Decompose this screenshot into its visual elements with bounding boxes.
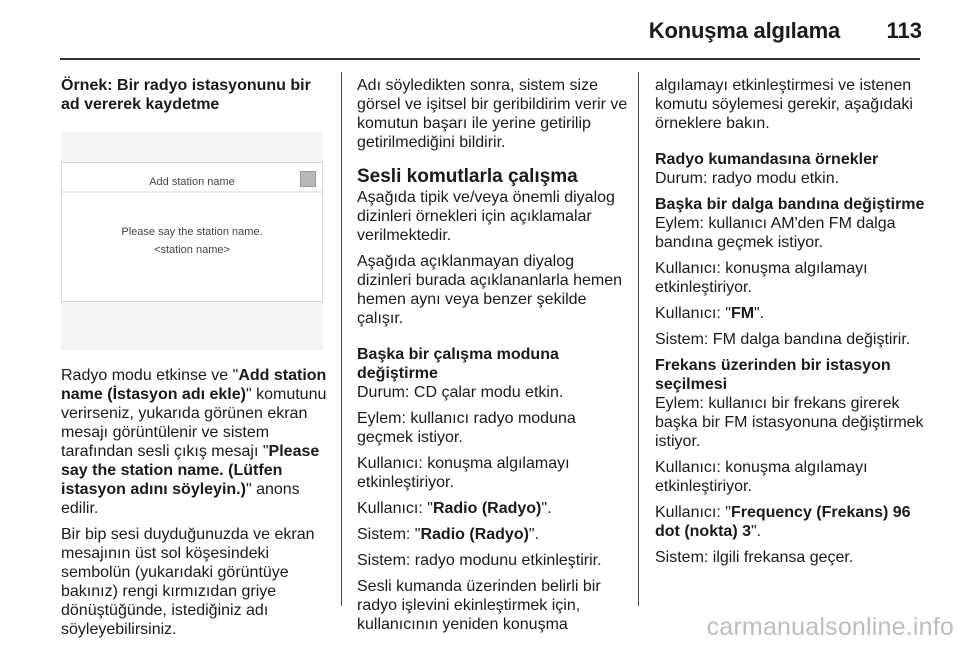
display-screen [61, 162, 323, 302]
spacer [357, 335, 629, 345]
command-text: FM [730, 305, 755, 322]
screen-message-line-2: <station name> [154, 244, 230, 256]
page-number: 113 [886, 18, 922, 43]
page-header [0, 0, 960, 62]
paragraph-1 [61, 366, 331, 518]
column-divider-1 [341, 72, 342, 606]
screen-illustration [61, 132, 323, 350]
command-text: Radio (Radyo) [432, 500, 542, 517]
subheading-mode-change: Başka bir çalışma moduna değiştirme [357, 346, 559, 382]
example-heading: Örnek: Bir radyo istasyonunu bir ad vererek kaydetme [61, 77, 311, 113]
line-user-activate: Kullanıcı: konuşma algılamayı etkinleştiriyor. [655, 260, 868, 296]
column-2 [357, 76, 629, 641]
text-run: ". [528, 526, 540, 543]
line-system-reply [357, 525, 629, 544]
column-divider-2 [638, 72, 639, 606]
line-action: Eylem: kullanıcı AM'den FM dalga bandına geçmek istiyor. [655, 215, 896, 251]
line-user-frequency-command [655, 503, 925, 541]
text-run: Sistem: " [357, 526, 421, 543]
paragraph-dialog-intro: Aşağıda tipik ve/veya önemli diyalog dizinleri örnekleri için açıklamalar verilmektedir. [357, 189, 615, 244]
voice-prompt-text: Please say the station name. (Lütfen istasyon adını söyleyin.) [61, 443, 320, 498]
watermark: carmanualsonline.info [706, 613, 954, 641]
screen-title: Add station name [149, 176, 235, 188]
paragraph-dialog-other: Aşağıda açıklanmayan diyalog dizinleri burada açıklananlarla hemen hemen aynı veya benzer şekilde çalışır. [357, 253, 623, 327]
subheading-band-change: Başka bir dalga bandına değiştirme [655, 196, 925, 213]
line-system-action: Sistem: FM dalga bandına değiştirir. [655, 331, 911, 348]
line-state: Durum: CD çalar modu etkin. [357, 384, 564, 401]
line-continuation: Sesli kumanda üzerinden belirli bir radyo işlevini ekinleştirmek için, kullanıcının yeniden konuşma [357, 578, 601, 633]
text-run: " komutunu verirseniz, yukarıda görünen ekran mesajı görüntülenir ve sistem tarafından sesli çıkış mesajı " [61, 386, 327, 460]
line-user-command [357, 499, 629, 518]
line-system-action: Sistem: radyo modunu etkinleştirir. [357, 552, 602, 569]
screen-message-line-1: Please say the station name. [121, 226, 263, 238]
paragraph-2: Bir bip sesi duyduğunuzda ve ekran mesajının üst sol köşesindeki sembolün (yukarıdaki görüntüye bakınız) rengi kırmızıdan griye dönüştüğünde, istediğiniz adı söyleyebilirsiniz. [61, 526, 315, 638]
text-run: Kullanıcı: " [357, 500, 433, 517]
line-action: Eylem: kullanıcı radyo moduna geçmek istiyor. [357, 410, 576, 446]
text-run: Kullanıcı: " [655, 504, 731, 521]
command-text: Frequency (Frekans) 96 dot (nokta) 3 [655, 504, 911, 540]
line-system-frequency: Sistem: ilgili frekansa geçer. [655, 549, 854, 566]
screen-message [62, 223, 322, 259]
subheading-frequency: Frekans üzerinden bir istasyon seçilmesi [655, 357, 891, 393]
text-run: ". [751, 523, 762, 540]
paragraph-feedback: Adı söyledikten sonra, sistem size görsel ve işitsel bir geribildirim verir ve komutun başarı ile yerine getirilip getirilmediğini bildirir. [357, 77, 628, 151]
command-text: Add station name (İstasyon adı ekle) [61, 367, 327, 403]
column-3 [655, 76, 925, 574]
line-user-activate: Kullanıcı: konuşma algılamayı etkinleştiriyor. [357, 455, 570, 491]
page-title: Konuşma algılama [648, 18, 840, 43]
text-run: ". [754, 305, 765, 322]
text-run: Radyo modu etkinse ve " [61, 367, 239, 384]
section-heading: Sesli komutlarla çalışma [357, 166, 578, 187]
text-run: Kullanıcı: " [655, 305, 731, 322]
command-text: Radio (Radyo) [420, 526, 529, 543]
subheading-radio-examples: Radyo kumandasına örnekler [655, 151, 879, 168]
column-1 [61, 76, 331, 646]
spacer [655, 140, 925, 150]
line-state: Durum: radyo modu etkin. [655, 170, 840, 187]
line-user-activate-2: Kullanıcı: konuşma algılamayı etkinleştiriyor. [655, 459, 868, 495]
header-divider [60, 58, 920, 60]
text-run: ". [541, 500, 552, 517]
line-action-frequency: Eylem: kullanıcı bir frekans girerek başka bir FM istasyonuna değiştirmek istiyor. [655, 395, 924, 450]
speech-status-icon [300, 171, 316, 187]
text-run: " anons edilir. [61, 481, 300, 517]
screen-divider [62, 191, 322, 193]
line-user-command [655, 304, 925, 323]
paragraph-continuation: algılamayı etkinleştirmesi ve istenen komutu söylemesi gerekir, aşağıdaki örneklere bakın. [655, 77, 913, 132]
